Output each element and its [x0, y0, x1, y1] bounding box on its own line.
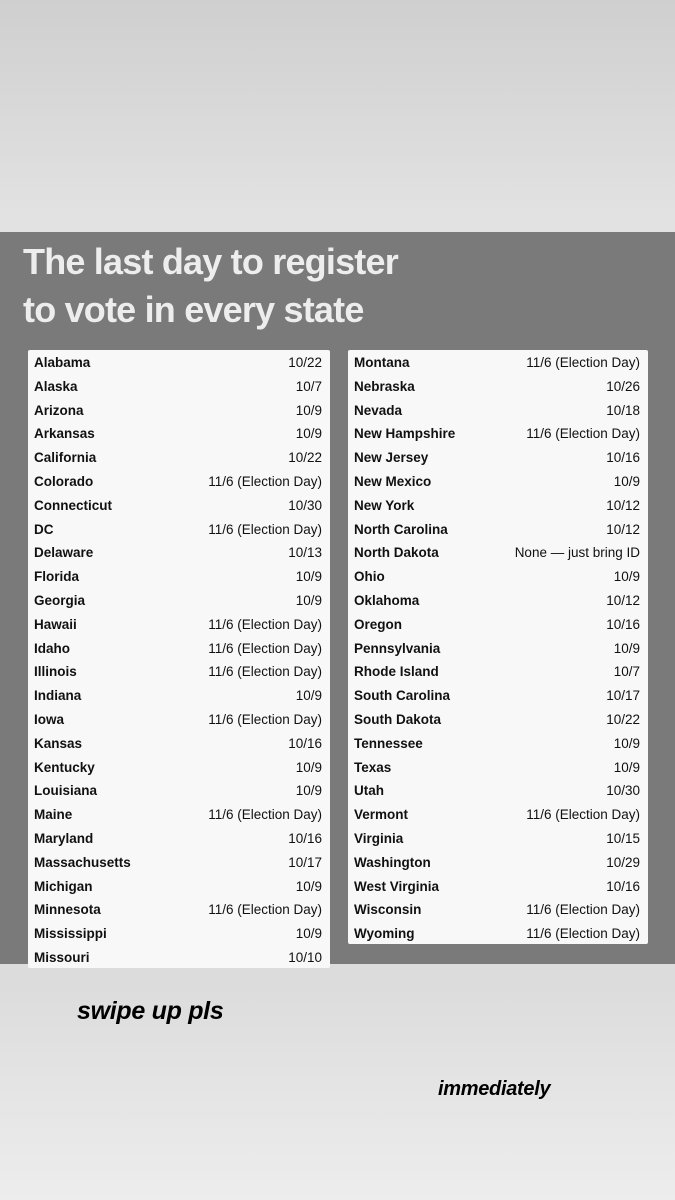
registration-deadline: 11/6 (Election Day): [208, 664, 322, 680]
state-row: [348, 897, 648, 921]
state-row: [348, 755, 648, 779]
state-name: Michigan: [34, 878, 93, 894]
registration-deadline: 10/22: [288, 355, 322, 370]
registration-deadline: 10/12: [606, 592, 640, 608]
state-name: North Carolina: [354, 521, 448, 537]
state-row: [28, 659, 330, 683]
state-row: [28, 683, 330, 707]
state-row: [348, 469, 648, 493]
state-name: Alaska: [34, 378, 78, 394]
state-name: Iowa: [34, 711, 65, 727]
registration-deadline: 10/9: [613, 759, 640, 775]
state-row: [28, 493, 330, 517]
registration-deadline: 10/18: [606, 402, 640, 418]
state-name: Connecticut: [34, 497, 113, 513]
registration-deadline: 10/9: [613, 473, 640, 489]
state-row: [348, 874, 648, 898]
registration-deadline: 10/9: [295, 688, 322, 704]
state-name: New Jersey: [354, 450, 429, 466]
registration-deadline: 11/6 (Election Day): [526, 926, 640, 942]
registration-deadline: 11/6 (Election Day): [208, 521, 322, 537]
registration-deadline: 10/17: [288, 854, 322, 870]
state-name: Arizona: [34, 402, 84, 418]
registration-deadline: 11/6 (Election Day): [526, 807, 640, 823]
state-row: [348, 564, 648, 588]
registration-deadline: 10/17: [606, 688, 640, 704]
state-row: [348, 707, 648, 731]
state-name: New Mexico: [354, 473, 432, 489]
state-name: Texas: [354, 759, 392, 775]
state-row: [28, 945, 330, 969]
state-row: [348, 659, 648, 683]
registration-deadline: 10/9: [295, 783, 322, 799]
registration-deadline: 10/30: [288, 497, 322, 513]
state-row: [28, 612, 330, 636]
state-row: [28, 802, 330, 826]
state-row: [28, 850, 330, 874]
registration-deadline: 10/16: [288, 830, 322, 846]
state-row: [28, 517, 330, 541]
state-name: Hawaii: [34, 616, 77, 632]
left-state-table: [28, 350, 330, 968]
state-row: [348, 445, 648, 469]
state-name: Kentucky: [34, 759, 95, 775]
registration-deadline: 10/16: [288, 735, 322, 751]
state-row: [28, 445, 330, 469]
state-row: [348, 421, 648, 445]
registration-deadline: 10/9: [295, 878, 322, 894]
registration-deadline: 10/9: [295, 926, 322, 942]
state-name: Oklahoma: [354, 592, 420, 608]
registration-deadline: 10/9: [613, 735, 640, 751]
state-name: Delaware: [34, 545, 94, 561]
registration-deadline: 10/30: [606, 783, 640, 799]
headline-line-2: to vote in every state: [23, 289, 364, 330]
state-row: [348, 374, 648, 398]
state-name: Mississippi: [34, 926, 107, 942]
state-name: Illinois: [34, 664, 77, 680]
registration-deadline: 10/22: [606, 711, 640, 727]
state-name: South Dakota: [354, 711, 442, 727]
state-name: Indiana: [34, 688, 82, 704]
state-name: Wyoming: [354, 926, 415, 942]
state-row: [348, 540, 648, 564]
registration-deadline: 11/6 (Election Day): [208, 640, 322, 656]
state-row: [348, 493, 648, 517]
state-name: Washington: [354, 854, 431, 870]
state-name: Louisiana: [34, 783, 98, 799]
state-name: Ohio: [354, 569, 385, 585]
state-row: [28, 731, 330, 755]
state-row: [28, 374, 330, 398]
state-name: Minnesota: [34, 902, 101, 918]
registration-deadline: 10/15: [606, 830, 640, 846]
state-name: Missouri: [34, 949, 90, 965]
state-row: [348, 802, 648, 826]
state-row: [28, 398, 330, 422]
state-name: Kansas: [34, 735, 83, 751]
state-name: Idaho: [34, 640, 70, 656]
state-row: [348, 683, 648, 707]
right-state-list: [348, 350, 648, 945]
state-name: Nevada: [354, 402, 403, 418]
state-name: Maryland: [34, 830, 94, 846]
registration-deadline: 11/6 (Election Day): [208, 711, 322, 727]
state-row: [348, 850, 648, 874]
state-name: West Virginia: [354, 878, 440, 894]
registration-deadline: 10/9: [295, 402, 322, 418]
registration-deadline: 10/16: [606, 616, 640, 632]
registration-deadline: 10/22: [288, 450, 322, 466]
swipe-up-caption: swipe up pls: [77, 997, 224, 1025]
state-name: New York: [354, 497, 415, 513]
state-row: [348, 350, 648, 374]
state-name: Vermont: [354, 807, 409, 823]
registration-deadline: 10/13: [288, 545, 322, 561]
state-name: Arkansas: [34, 426, 95, 442]
registration-deadline: 10/7: [295, 378, 322, 394]
state-name: Alabama: [34, 355, 91, 370]
state-name: Oregon: [354, 616, 403, 632]
state-name: North Dakota: [354, 545, 439, 561]
left-state-list: [28, 350, 330, 969]
state-name: Nebraska: [354, 378, 415, 394]
registration-deadline: 10/7: [613, 664, 640, 680]
state-row: [348, 588, 648, 612]
registration-deadline: 10/16: [606, 878, 640, 894]
registration-deadline: 10/26: [606, 378, 640, 394]
registration-deadline: 10/10: [288, 949, 322, 965]
registration-deadline: 10/29: [606, 854, 640, 870]
state-row: [28, 707, 330, 731]
state-row: [28, 826, 330, 850]
state-name: Virginia: [354, 830, 404, 846]
registration-deadline: 11/6 (Election Day): [208, 473, 322, 489]
state-row: [348, 612, 648, 636]
state-name: Georgia: [34, 592, 86, 608]
state-name: Colorado: [34, 473, 94, 489]
registration-deadline: 10/9: [295, 592, 322, 608]
registration-deadline: 11/6 (Election Day): [208, 616, 322, 632]
state-row: [28, 874, 330, 898]
state-row: [28, 588, 330, 612]
registration-deadline: 10/9: [613, 640, 640, 656]
state-row: [28, 755, 330, 779]
state-name: South Carolina: [354, 688, 451, 704]
state-row: [348, 517, 648, 541]
registration-deadline: 11/6 (Election Day): [526, 355, 640, 370]
state-row: [28, 350, 330, 374]
right-state-table: [348, 350, 648, 944]
state-name: Massachusetts: [34, 854, 131, 870]
state-row: [28, 540, 330, 564]
immediately-caption: immediately: [438, 1078, 551, 1100]
state-row: [348, 921, 648, 945]
headline: [23, 238, 643, 334]
state-name: Rhode Island: [354, 664, 439, 680]
state-name: New Hampshire: [354, 426, 456, 442]
registration-deadline: 10/12: [606, 521, 640, 537]
registration-deadline: 11/6 (Election Day): [526, 426, 640, 442]
state-row: [28, 897, 330, 921]
state-row: [28, 564, 330, 588]
registration-deadline: 11/6 (Election Day): [208, 902, 322, 918]
registration-deadline: 11/6 (Election Day): [526, 902, 640, 918]
state-row: [28, 421, 330, 445]
state-name: Maine: [34, 807, 73, 823]
state-row: [348, 398, 648, 422]
state-name: California: [34, 450, 97, 466]
state-row: [348, 778, 648, 802]
state-row: [28, 921, 330, 945]
state-row: [28, 469, 330, 493]
registration-deadline: 10/16: [606, 450, 640, 466]
state-name: Utah: [354, 783, 384, 799]
state-row: [348, 826, 648, 850]
state-name: Wisconsin: [354, 902, 422, 918]
headline-line-1: The last day to register: [23, 241, 398, 282]
state-row: [28, 778, 330, 802]
state-name: DC: [34, 521, 54, 537]
registration-deadline: None — just bring ID: [514, 545, 640, 561]
registration-deadline: 11/6 (Election Day): [208, 807, 322, 823]
state-row: [348, 636, 648, 660]
registration-deadline: 10/9: [613, 569, 640, 585]
state-name: Florida: [34, 569, 80, 585]
registration-deadline: 10/9: [295, 569, 322, 585]
state-row: [348, 731, 648, 755]
state-name: Montana: [354, 355, 410, 370]
state-row: [28, 636, 330, 660]
registration-deadline: 10/9: [295, 759, 322, 775]
state-name: Pennsylvania: [354, 640, 441, 656]
registration-deadline: 10/9: [295, 426, 322, 442]
state-name: Tennessee: [354, 735, 423, 751]
registration-deadline: 10/12: [606, 497, 640, 513]
